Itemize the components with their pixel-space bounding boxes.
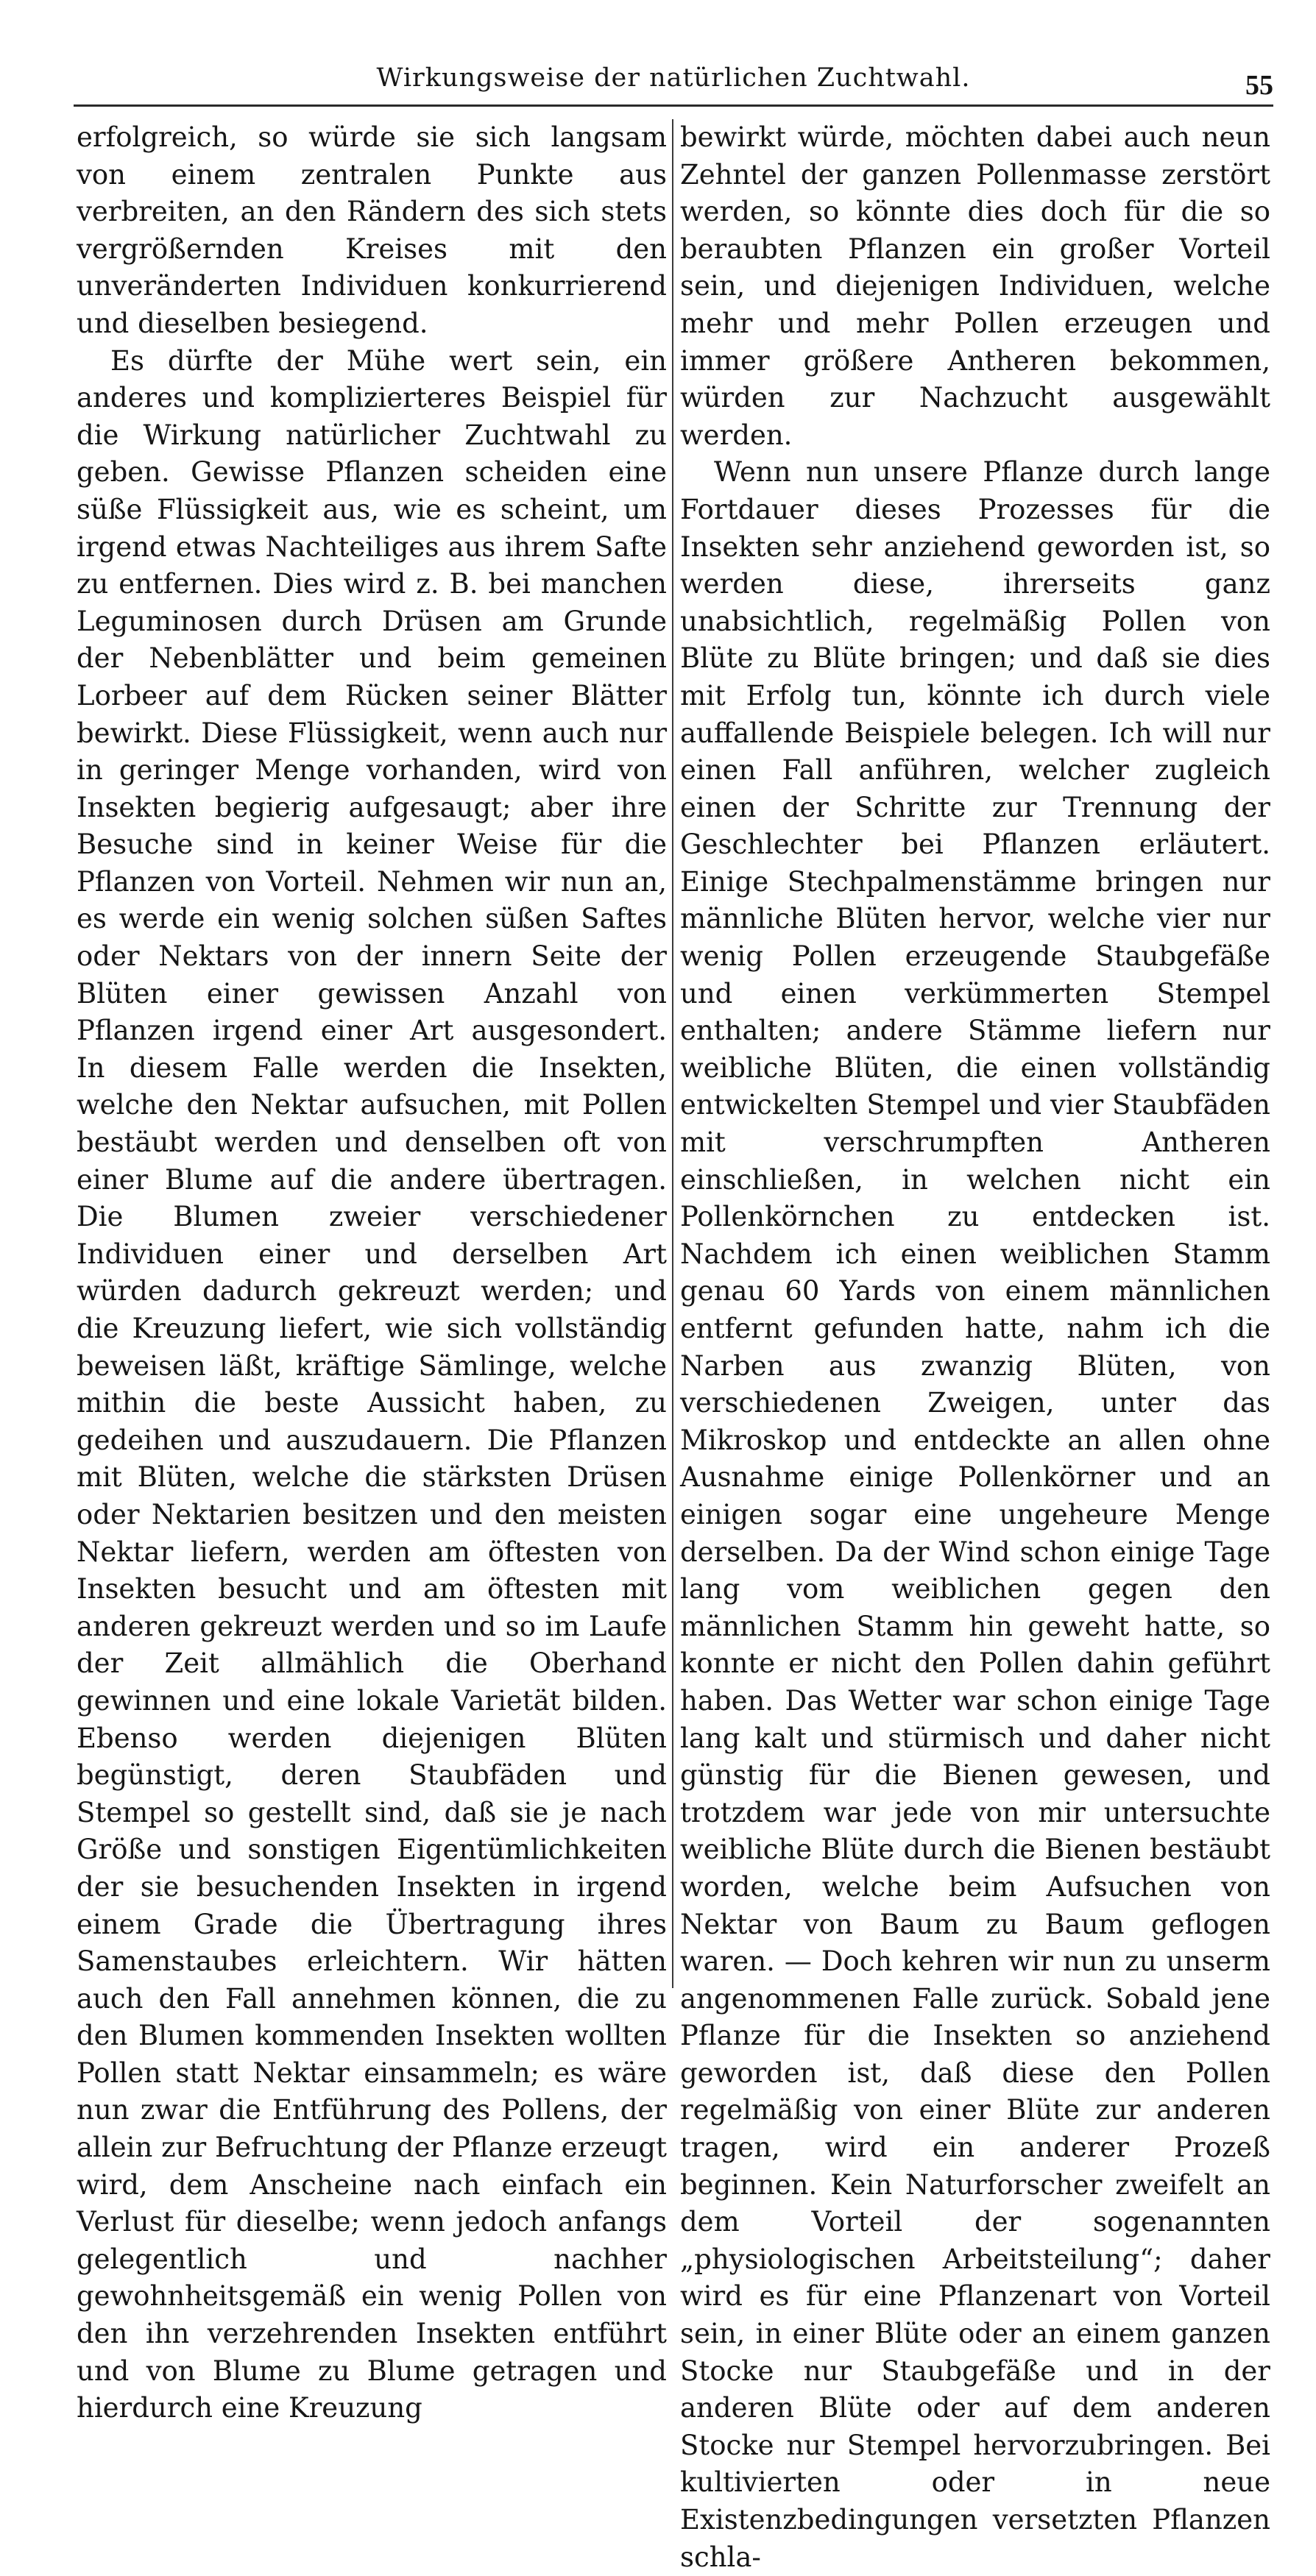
right-column: [680, 119, 1270, 2573]
running-title: Wirkungsweise der natürlichen Zuchtwahl.: [376, 63, 971, 93]
paragraph: bewirkt würde, möchten dabei auch neun Zehntel der ganzen Pollenmasse zerstört werden, so könnte dies doch für die so beraubten Pflanzen ein großer Vorteil sein, und diejenigen Individuen, welche mehr und mehr Pollen erzeugen und immer größere Antheren bekommen, würden zur Nachzucht ausgewählt werden.: [680, 121, 1270, 451]
paragraph: erfolgreich, so würde sie sich langsam von einem zentralen Punkte aus verbreiten, an den Rändern des sich stets vergrößernden Kreises mit den unveränderten Individuen konkurrierend und dieselben besiegend.: [77, 121, 667, 339]
left-column: [77, 119, 667, 2424]
paragraph: Wenn nun unsere Pflanze durch lange Fortdauer dieses Prozesses für die Insekten sehr anziehend geworden ist, so werden diese, ihrerseits ganz unabsichtlich, regelmäßig Pollen von Blüte zu Blüte bringen; und daß sie dies mit Erfolg tun, könnte ich durch viele auffallende Beispiele belegen. Ich will nur einen Fall anführen, welcher zugleich einen der Schritte zur Trennung der Geschlechter bei Pflanzen erläutert. Einige Stechpalmenstämme bringen nur männliche Blüten hervor, welche vier nur wenig Pollen erzeugende Staubgefäße und einen verkümmerten Stempel enthalten; andere Stämme liefern nur weibliche Blüten, die einen vollständig entwickelten Stempel und vier Staubfäden mit verschrumpften Antheren einschließen, in welchen nicht ein Pollenkörnchen zu entdecken ist. Nachdem ich einen weiblichen Stamm genau 60 Yards von einem männlichen entfernt gefunden hatte, nahm ich die Narben aus zwanzig Blüten, von verschiedenen Zweigen, unter das Mikroskop und entdeckte an allen ohne Ausnahme einige Pollenkörner und an einigen sogar eine ungeheure Menge derselben. Da der Wind schon einige Tage lang vom weiblichen gegen den männlichen Stamm hin geweht hatte, so konnte er nicht den Pollen dahin geführt haben. Das Wetter war schon einige Tage lang kalt und stürmisch und daher nicht günstig für die Bienen gewesen, und trotzdem war jede von mir untersuchte weibliche Blüte durch die Bienen bestäubt worden, welche beim Aufsuchen von Nektar von Baum zu Baum geflogen waren. — Doch kehren wir nun zu unserm angenommenen Falle zurück. Sobald jene Pflanze für die Insekten so anziehend geworden ist, daß diese den Pollen regelmäßig von einer Blüte zur anderen tragen, wird ein anderer Prozeß beginnen. Kein Naturforscher zweifelt an dem Vorteil der sogenannten „physiologischen Arbeitsteilung“; daher wird es für eine Pflanzenart von Vorteil sein, in einer Blüte oder an einem ganzen Stocke nur Staubgefäße und in der anderen Blüte oder auf dem anderen Stocke nur Stempel hervorzubringen. Bei kultivierten oder in neue Existenzbedingungen versetzten Pflanzen schla-: [680, 456, 1270, 2573]
header-rule: [74, 104, 1273, 107]
column-divider: [672, 119, 673, 1988]
paragraph: Es dürfte der Mühe wert sein, ein anderes und komplizierteres Beispiel für die Wirkung natürlicher Zuchtwahl zu geben. Gewisse Pflanzen scheiden eine süße Flüssigkeit aus, wie es scheint, um irgend etwas Nachteiliges aus ihrem Safte zu entfernen. Dies wird z. B. bei manchen Leguminosen durch Drüsen am Grunde der Nebenblätter und beim gemeinen Lorbeer auf dem Rücken seiner Blätter bewirkt. Diese Flüssigkeit, wenn auch nur in geringer Menge vorhanden, wird von Insekten begierig aufgesaugt; aber ihre Besuche sind in keiner Weise für die Pflanzen von Vorteil. Nehmen wir nun an, es werde ein wenig solchen süßen Saftes oder Nektars von der innern Seite der Blüten einer gewissen Anzahl von Pflanzen irgend einer Art ausgesondert. In diesem Falle werden die Insekten, welche den Nektar aufsuchen, mit Pollen bestäubt werden und denselben oft von einer Blume auf die andere übertragen. Die Blumen zweier verschiedener Individuen einer und derselben Art würden dadurch gekreuzt werden; und die Kreuzung liefert, wie sich vollständig beweisen läßt, kräftige Sämlinge, welche mithin die beste Aussicht haben, zu gedeihen und auszudauern. Die Pflanzen mit Blüten, welche die stärksten Drüsen oder Nektarien besitzen und den meisten Nektar liefern, werden am öftesten von Insekten besucht und am öftesten mit anderen gekreuzt werden und so im Laufe der Zeit allmählich die Oberhand gewinnen und eine lokale Varietät bilden. Ebenso werden diejenigen Blüten begünstigt, deren Staubfäden und Stempel so gestellt sind, daß sie je nach Größe und sonstigen Eigentümlichkeiten der sie besuchenden Insekten in irgend einem Grade die Übertragung ihres Samenstaubes erleichtern. Wir hätten auch den Fall annehmen können, die zu den Blumen kommenden Insekten wollten Pollen statt Nektar einsammeln; es wäre nun zwar die Entführung des Pollens, der allein zur Befruchtung der Pflanze erzeugt wird, dem Anscheine nach einfach ein Verlust für dieselbe; wenn jedoch anfangs gelegentlich und nachher gewohnheitsgemäß ein wenig Pollen von den ihn verzehrenden Insekten entführt und von Blume zu Blume getragen und hierdurch eine Kreuzung: [77, 344, 667, 2424]
page-header: [74, 60, 1273, 104]
page-number: 55: [1245, 70, 1273, 101]
